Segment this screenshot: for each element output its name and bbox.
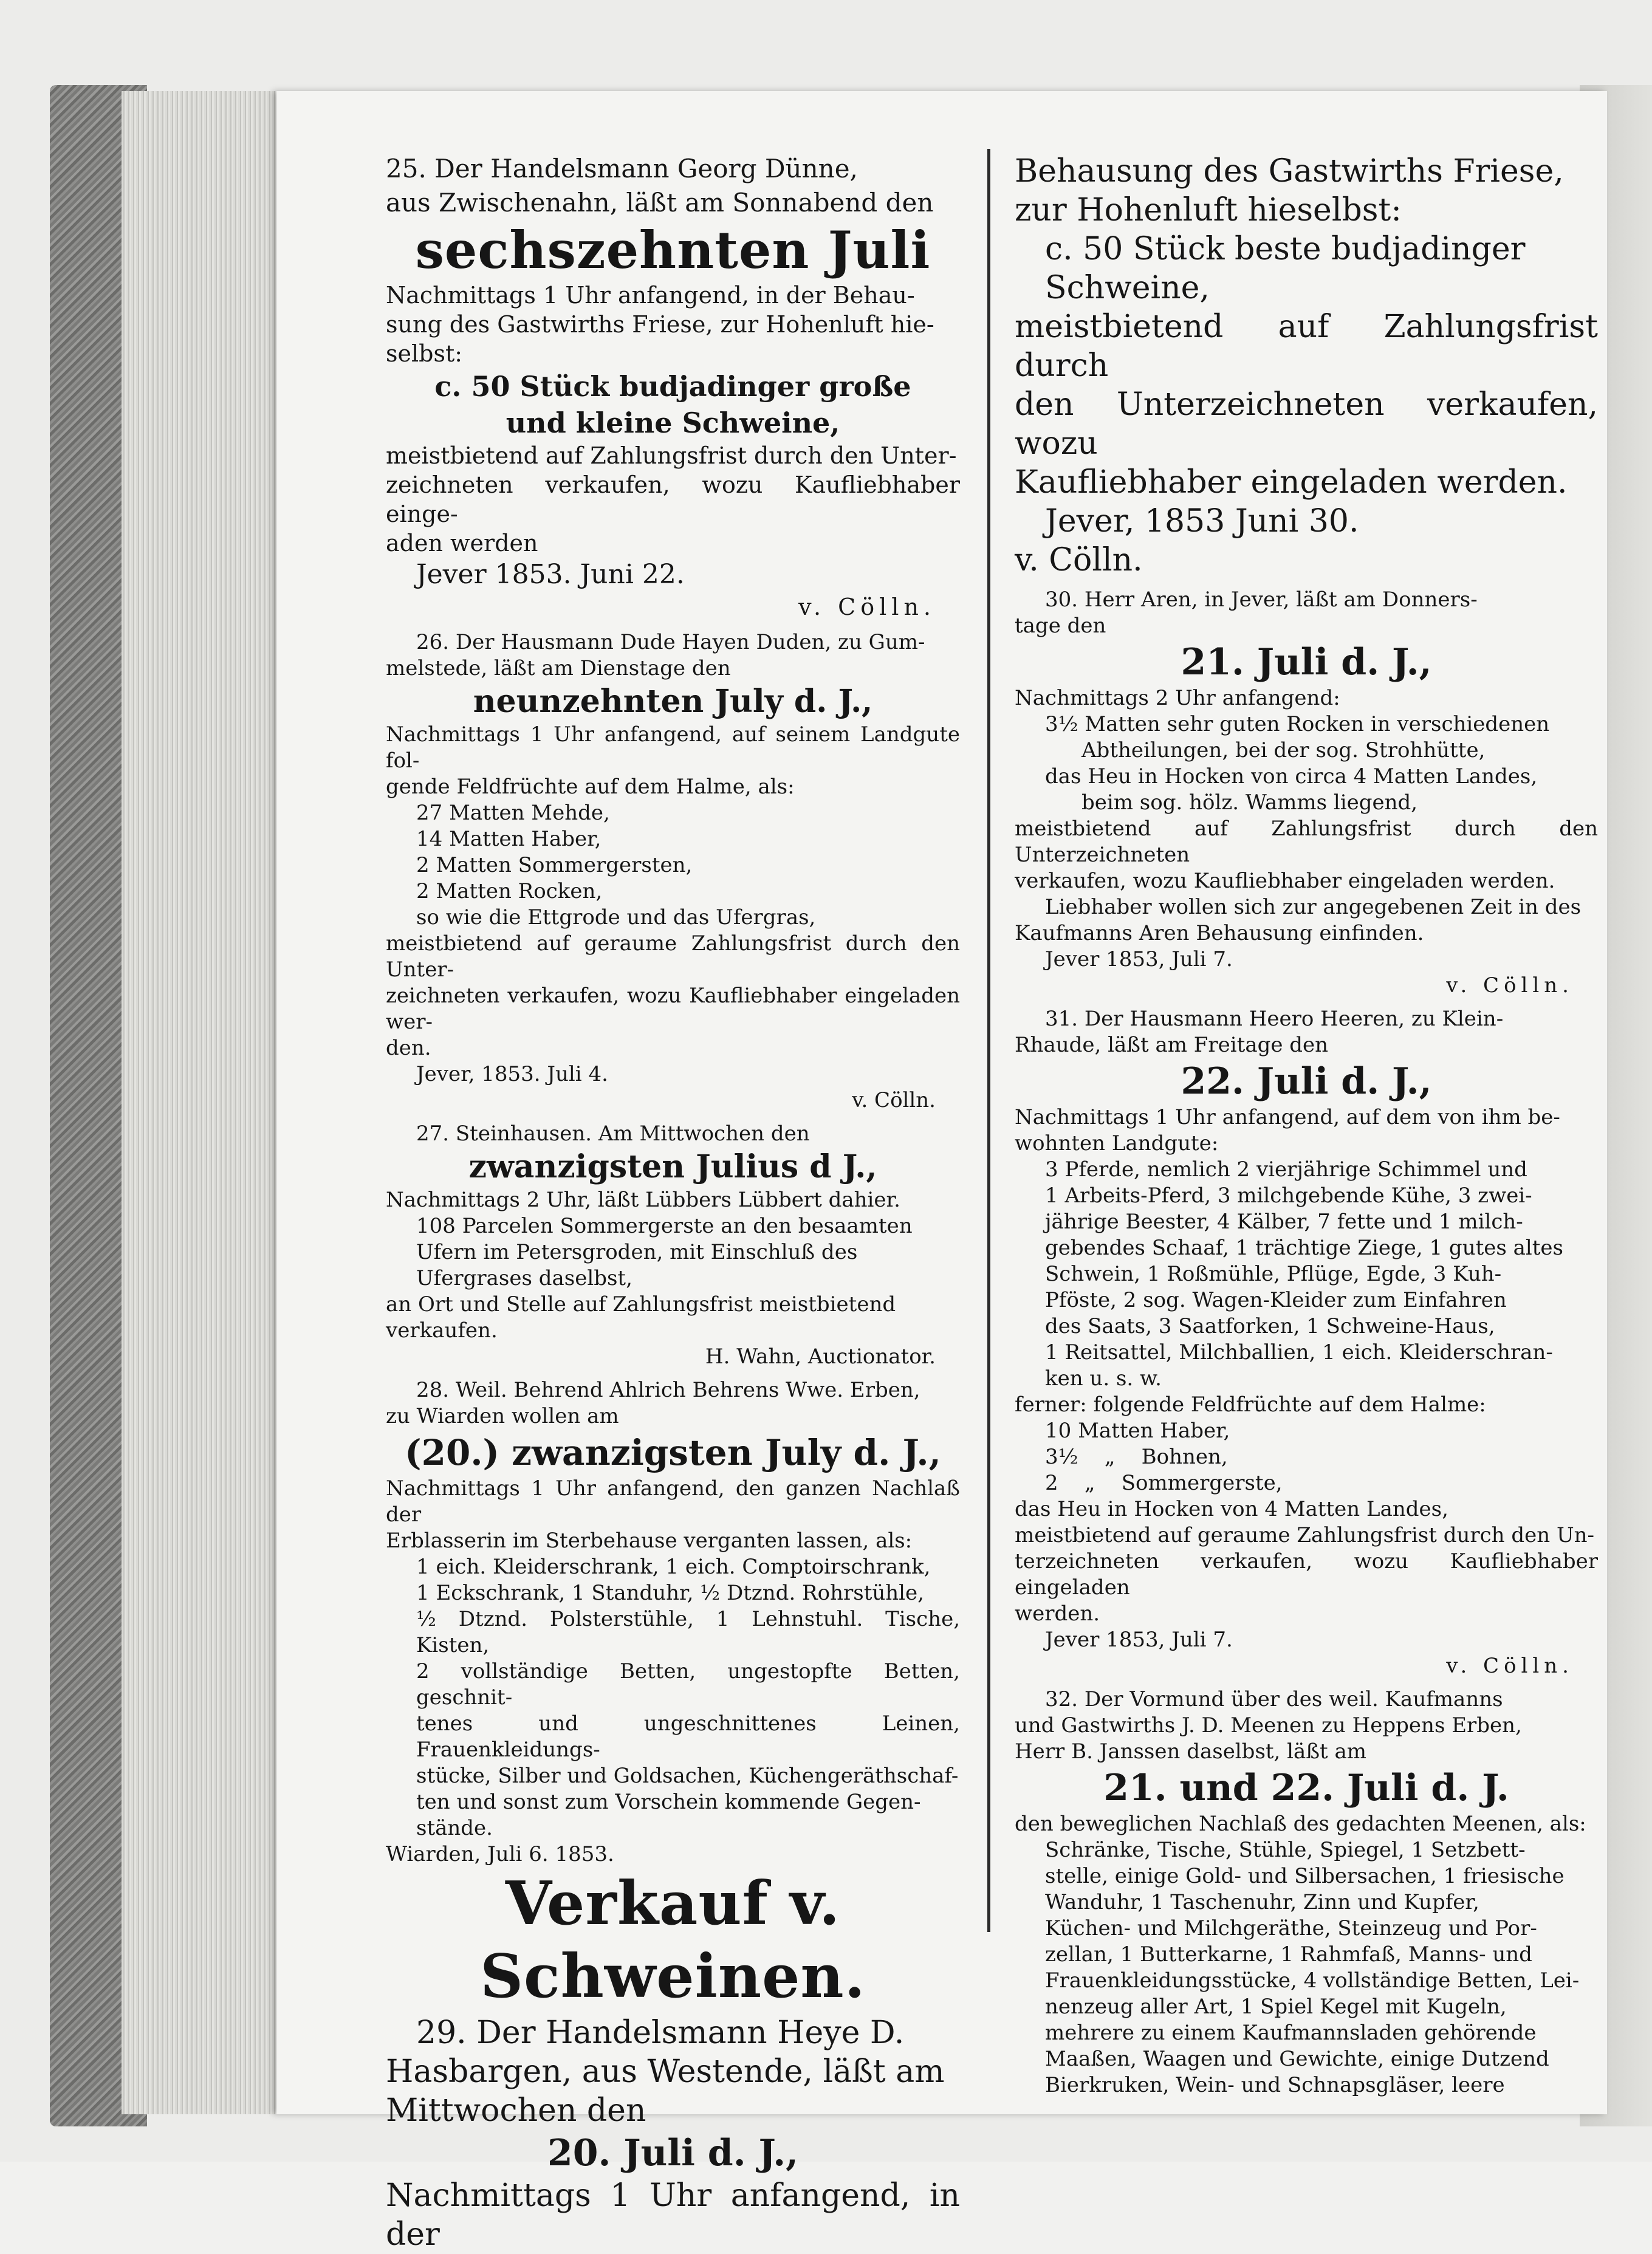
ad-32-list-item: Maaßen, Waagen und Gewichte, einige Dutzend — [1045, 2047, 1549, 2071]
ad-31-body-5: meistbietend auf geraume Zahlungsfrist durch den Un- — [1015, 1523, 1594, 1547]
ad-30-date: 21. Juli d. J., — [1181, 641, 1432, 683]
ad-28-list-item: tenes und ungeschnittenes Leinen, Frauenkleidungs- — [416, 1711, 960, 1762]
page-edges — [122, 91, 279, 2114]
ad-28-date: (20.) zwanzigsten July d. J., — [405, 1432, 941, 1473]
ad-32-body-1: den beweglichen Nachlaß des gedachten Meenen, als: — [1015, 1812, 1586, 1836]
ad-31-list-item: 1 Arbeits-Pferd, 3 milchgebende Kühe, 3 zwei- — [1045, 1184, 1532, 1208]
ad-31-list-item: Schwein, 1 Roßmühle, Pflüge, Egde, 3 Kuh- — [1045, 1262, 1502, 1286]
ad-27-body-2: 108 Parcelen Sommergerste an den besaamten — [416, 1214, 913, 1238]
ad-26-list-item: 14 Matten Haber, — [416, 827, 602, 851]
ad-27-body-3: Ufern im Petersgroden, mit Einschluß des — [416, 1240, 858, 1264]
ad-29-cont-line-3: c. 50 Stück beste budjadinger — [1045, 231, 1526, 267]
ad-26-body-4: meistbietend auf geraume Zahlungsfrist durch den Unter- — [386, 931, 960, 982]
ad-27-sign: H. Wahn, Auctionator. — [705, 1345, 936, 1369]
ad-29-cont-line-5: meistbietend auf Zahlungsfrist durch — [1015, 309, 1598, 384]
ad-29-cont-line-2: zur Hohenluft hieselbst: — [1015, 192, 1402, 228]
ad-32-intro-2: und Gastwirths J. D. Meenen zu Heppens Erben, — [1015, 1713, 1522, 1738]
ad-29-cont-place: Jever, 1853 Juni 30. — [1045, 503, 1359, 540]
ad-31-body-2: wohnten Landgute: — [1015, 1131, 1219, 1156]
ad-29-cont-line-1: Behausung des Gastwirths Friese, — [1015, 153, 1564, 190]
ad-29-line-1: 29. Der Handelsmann Heye D. — [416, 2015, 905, 2051]
ad-25-body-1: Nachmittags 1 Uhr anfangend, in der Behau- — [386, 282, 915, 309]
ad-26-place: Jever, 1853. Juli 4. — [416, 1062, 608, 1086]
ad-26-date: neunzehnten July d. J., — [473, 683, 873, 720]
ad-29-line-4: Nachmittags 1 Uhr anfangend, in der — [386, 2177, 960, 2253]
ad-27-body-6: verkaufen. — [386, 1318, 498, 1343]
ad-26-body-3: so wie die Ettgrode und das Ufergras, — [416, 905, 816, 930]
ad-25-place: Jever 1853. Juni 22. — [416, 559, 685, 590]
ad-29-cont-line-7: Kaufliebhaber eingeladen werden. — [1015, 464, 1568, 501]
ad-31-crop-item: 2 „ Sommergerste, — [1045, 1471, 1283, 1495]
ad-31-place: Jever 1853, Juli 7. — [1045, 1628, 1233, 1652]
ad-25-date: sechszehnten Juli — [415, 220, 931, 280]
ad-28-list-item: 1 Eckschrank, 1 Standuhr, ½ Dtznd. Rohrstühle, — [416, 1581, 924, 1605]
ad-25-body-3: selbst: — [386, 340, 463, 367]
ad-27-intro-1: 27. Steinhausen. Am Mittwochen den — [416, 1122, 810, 1146]
ad-25-body-2: sung des Gastwirths Friese, zur Hohenluft hie- — [386, 311, 934, 338]
ad-29-cont-line-6: den Unterzeichneten verkaufen, wozu — [1015, 386, 1598, 462]
ad-30-list-item: beim sog. hölz. Wamms liegend, — [1081, 790, 1418, 815]
ad-30-body-1: Nachmittags 2 Uhr anfangend: — [1015, 686, 1340, 710]
ad-29-cont-line-4: Schweine, — [1045, 270, 1210, 306]
ad-29-line-2: Hasbargen, aus Westende, läßt am — [386, 2054, 945, 2090]
ad-30-sign: v. Cölln. — [1446, 973, 1574, 998]
ad-30-list-item: das Heu in Hocken von circa 4 Matten Landes, — [1045, 764, 1538, 789]
ad-30-body-5: Kaufmanns Aren Behausung einfinden. — [1015, 921, 1424, 945]
ad-32-list-item: nenzeug aller Art, 1 Spiel Kegel mit Kugeln, — [1045, 1995, 1507, 2019]
ad-25-intro-2: aus Zwischenahn, läßt am Sonnabend den — [386, 188, 934, 218]
ad-31-body-7: werden. — [1015, 1601, 1100, 1626]
ad-28-list-item: stücke, Silber und Goldsachen, Küchengeräthschaf- — [416, 1764, 959, 1788]
ad-30-intro-2: tage den — [1015, 614, 1106, 638]
ad-32-list-item: Wanduhr, 1 Taschenuhr, Zinn und Kupfer, — [1045, 1890, 1479, 1914]
ad-28-body-1: Nachmittags 1 Uhr anfangend, den ganzen Nachlaß der — [386, 1476, 960, 1527]
ad-30-list-item: 3½ Matten sehr guten Rocken in verschiedenen — [1045, 712, 1550, 736]
ad-31-date: 22. Juli d. J., — [1181, 1060, 1432, 1103]
ad-31-body-3: ferner: folgende Feldfrüchte auf dem Halme: — [1015, 1392, 1486, 1417]
ad-26-sign: v. Cölln. — [852, 1088, 936, 1112]
ad-32-date: 21. und 22. Juli d. J. — [1103, 1767, 1509, 1809]
ad-31-list-item: gebendes Schaaf, 1 trächtige Ziege, 1 gutes altes — [1045, 1236, 1564, 1260]
ad-28-body-2: Erblasserin im Sterbehause verganten lassen, als: — [386, 1529, 913, 1553]
ad-32-intro-3: Herr B. Janssen daselbst, läßt am — [1015, 1739, 1367, 1764]
column-rule — [987, 149, 990, 1932]
ad-26-intro-1: 26. Der Hausmann Dude Hayen Duden, zu Gum- — [416, 630, 925, 654]
ad-31-crop-item: 10 Matten Haber, — [1045, 1419, 1230, 1443]
ad-25-body-6: aden werden — [386, 530, 538, 557]
ad-31-intro-1: 31. Der Hausmann Heero Heeren, zu Klein- — [1045, 1007, 1504, 1031]
ad-26-body-1: Nachmittags 1 Uhr anfangend, auf seinem Landgute fol- — [386, 722, 960, 773]
ad-28-list-item: ten und sonst zum Vorschein kommende Gegen- — [416, 1790, 921, 1814]
ad-28-list-item: ½ Dtznd. Polsterstühle, 1 Lehnstuhl. Tische, Kisten, — [416, 1607, 960, 1657]
ad-30-intro-1: 30. Herr Aren, in Jever, läßt am Donners- — [1045, 587, 1478, 612]
ad-25-body-5: zeichneten verkaufen, wozu Kaufliebhaber einge- — [386, 471, 960, 527]
ad-31-crop-item: 3½ „ Bohnen, — [1045, 1445, 1228, 1469]
ad-32-list-item: Frauenkleidungsstücke, 4 vollständige Betten, Lei- — [1045, 1968, 1580, 1993]
ad-26-list-item: 2 Matten Rocken, — [416, 879, 603, 903]
ad-32-list-item: zellan, 1 Butterkarne, 1 Rahmfaß, Manns- und — [1045, 1942, 1532, 1967]
left-column — [386, 152, 960, 2254]
ad-31-body-6: terzeichneten verkaufen, wozu Kaufliebhaber eingeladen — [1015, 1549, 1598, 1600]
ad-27-body-1: Nachmittags 2 Uhr, läßt Lübbers Lübbert dahier. — [386, 1188, 900, 1212]
ad-31-list-item: des Saats, 3 Saatforken, 1 Schweine-Haus, — [1045, 1314, 1495, 1338]
ad-29-line-3: Mittwochen den — [386, 2092, 646, 2129]
ad-26-intro-2: melstede, läßt am Dienstage den — [386, 656, 731, 680]
ad-26-body-6: den. — [386, 1036, 431, 1060]
ad-28-place: Wiarden, Juli 6. 1853. — [386, 1842, 614, 1866]
ad-25-item-1: c. 50 Stück budjadinger große — [434, 370, 911, 403]
ad-25-item-2: und kleine Schweine, — [506, 406, 840, 439]
ad-26-body-5: zeichneten verkaufen, wozu Kaufliebhaber eingeladen wer- — [386, 984, 960, 1034]
section-heading: Verkauf v. Schweinen. — [480, 1869, 866, 2012]
ad-31-intro-2: Rhaude, läßt am Freitage den — [1015, 1033, 1329, 1057]
ad-31-list-item: ken u. s. w. — [1045, 1366, 1162, 1391]
ad-32-list-item: Schränke, Tische, Stühle, Spiegel, 1 Setzbett- — [1045, 1838, 1526, 1862]
ad-30-body-4: Liebhaber wollen sich zur angegebenen Zeit in des — [1045, 895, 1582, 919]
ad-29-date: 20. Juli d. J., — [547, 2132, 798, 2174]
ad-30-list-item: Abtheilungen, bei der sog. Strohhütte, — [1081, 738, 1486, 762]
ad-31-list-item: jährige Beester, 4 Kälber, 7 fette und 1 milch- — [1045, 1210, 1523, 1234]
ad-26-body-2: gende Feldfrüchte auf dem Halme, als: — [386, 775, 795, 799]
ad-31-sign: v. Cölln. — [1446, 1654, 1574, 1678]
ad-32-intro-1: 32. Der Vormund über des weil. Kaufmanns — [1045, 1687, 1503, 1711]
ad-28-intro-2: zu Wiarden wollen am — [386, 1404, 619, 1428]
ad-29-cont-sign: v. Cölln. — [1015, 542, 1143, 578]
ad-30-body-3: verkaufen, wozu Kaufliebhaber eingeladen werden. — [1015, 869, 1555, 893]
ad-27-body-4: Ufergrases daselbst, — [416, 1266, 632, 1290]
ad-26-list-item: 2 Matten Sommergersten, — [416, 853, 693, 877]
right-column — [1015, 152, 1598, 2098]
ad-25-sign: v. Cölln. — [798, 594, 936, 620]
ad-28-list-item: 2 vollständige Betten, ungestopfte Betten, geschnit- — [416, 1659, 960, 1710]
ad-32-list-item: mehrere zu einem Kaufmannsladen gehörende — [1045, 2021, 1537, 2045]
ad-28-list-item: 1 eich. Kleiderschrank, 1 eich. Comptoirschrank, — [416, 1555, 931, 1579]
ad-27-body-5: an Ort und Stelle auf Zahlungsfrist meistbietend — [386, 1292, 896, 1317]
ad-28-list-item: stände. — [416, 1816, 493, 1840]
ad-25-body-4: meistbietend auf Zahlungsfrist durch den Unter- — [386, 442, 957, 469]
ad-32-list-item: Bierkruken, Wein- und Schnapsgläser, leere — [1045, 2073, 1505, 2097]
ad-27-date: zwanzigsten Julius d J., — [468, 1148, 877, 1185]
ad-31-list-item: 3 Pferde, nemlich 2 vierjährige Schimmel und — [1045, 1157, 1527, 1182]
ad-26-list-item: 27 Matten Mehde, — [416, 801, 610, 825]
ad-28-intro-1: 28. Weil. Behrend Ahlrich Behrens Wwe. Erben, — [416, 1378, 920, 1402]
ad-25-intro-1: 25. Der Handelsmann Georg Dünne, — [386, 154, 858, 183]
ad-32-list-item: Küchen- und Milchgeräthe, Steinzeug und Por- — [1045, 1916, 1537, 1941]
ad-31-body-1: Nachmittags 1 Uhr anfangend, auf dem von ihm be- — [1015, 1105, 1560, 1129]
ad-31-list-item: 1 Reitsattel, Milchballien, 1 eich. Kleiderschran- — [1045, 1340, 1553, 1365]
ad-31-body-4: das Heu in Hocken von 4 Matten Landes, — [1015, 1497, 1448, 1521]
ad-30-body-2: meistbietend auf Zahlungsfrist durch den Unterzeichneten — [1015, 817, 1598, 867]
ad-32-list-item: stelle, einige Gold- und Silbersachen, 1 friesische — [1045, 1864, 1565, 1888]
ad-31-list-item: Pföste, 2 sog. Wagen-Kleider zum Einfahren — [1045, 1288, 1507, 1312]
ad-30-place: Jever 1853, Juli 7. — [1045, 947, 1233, 971]
